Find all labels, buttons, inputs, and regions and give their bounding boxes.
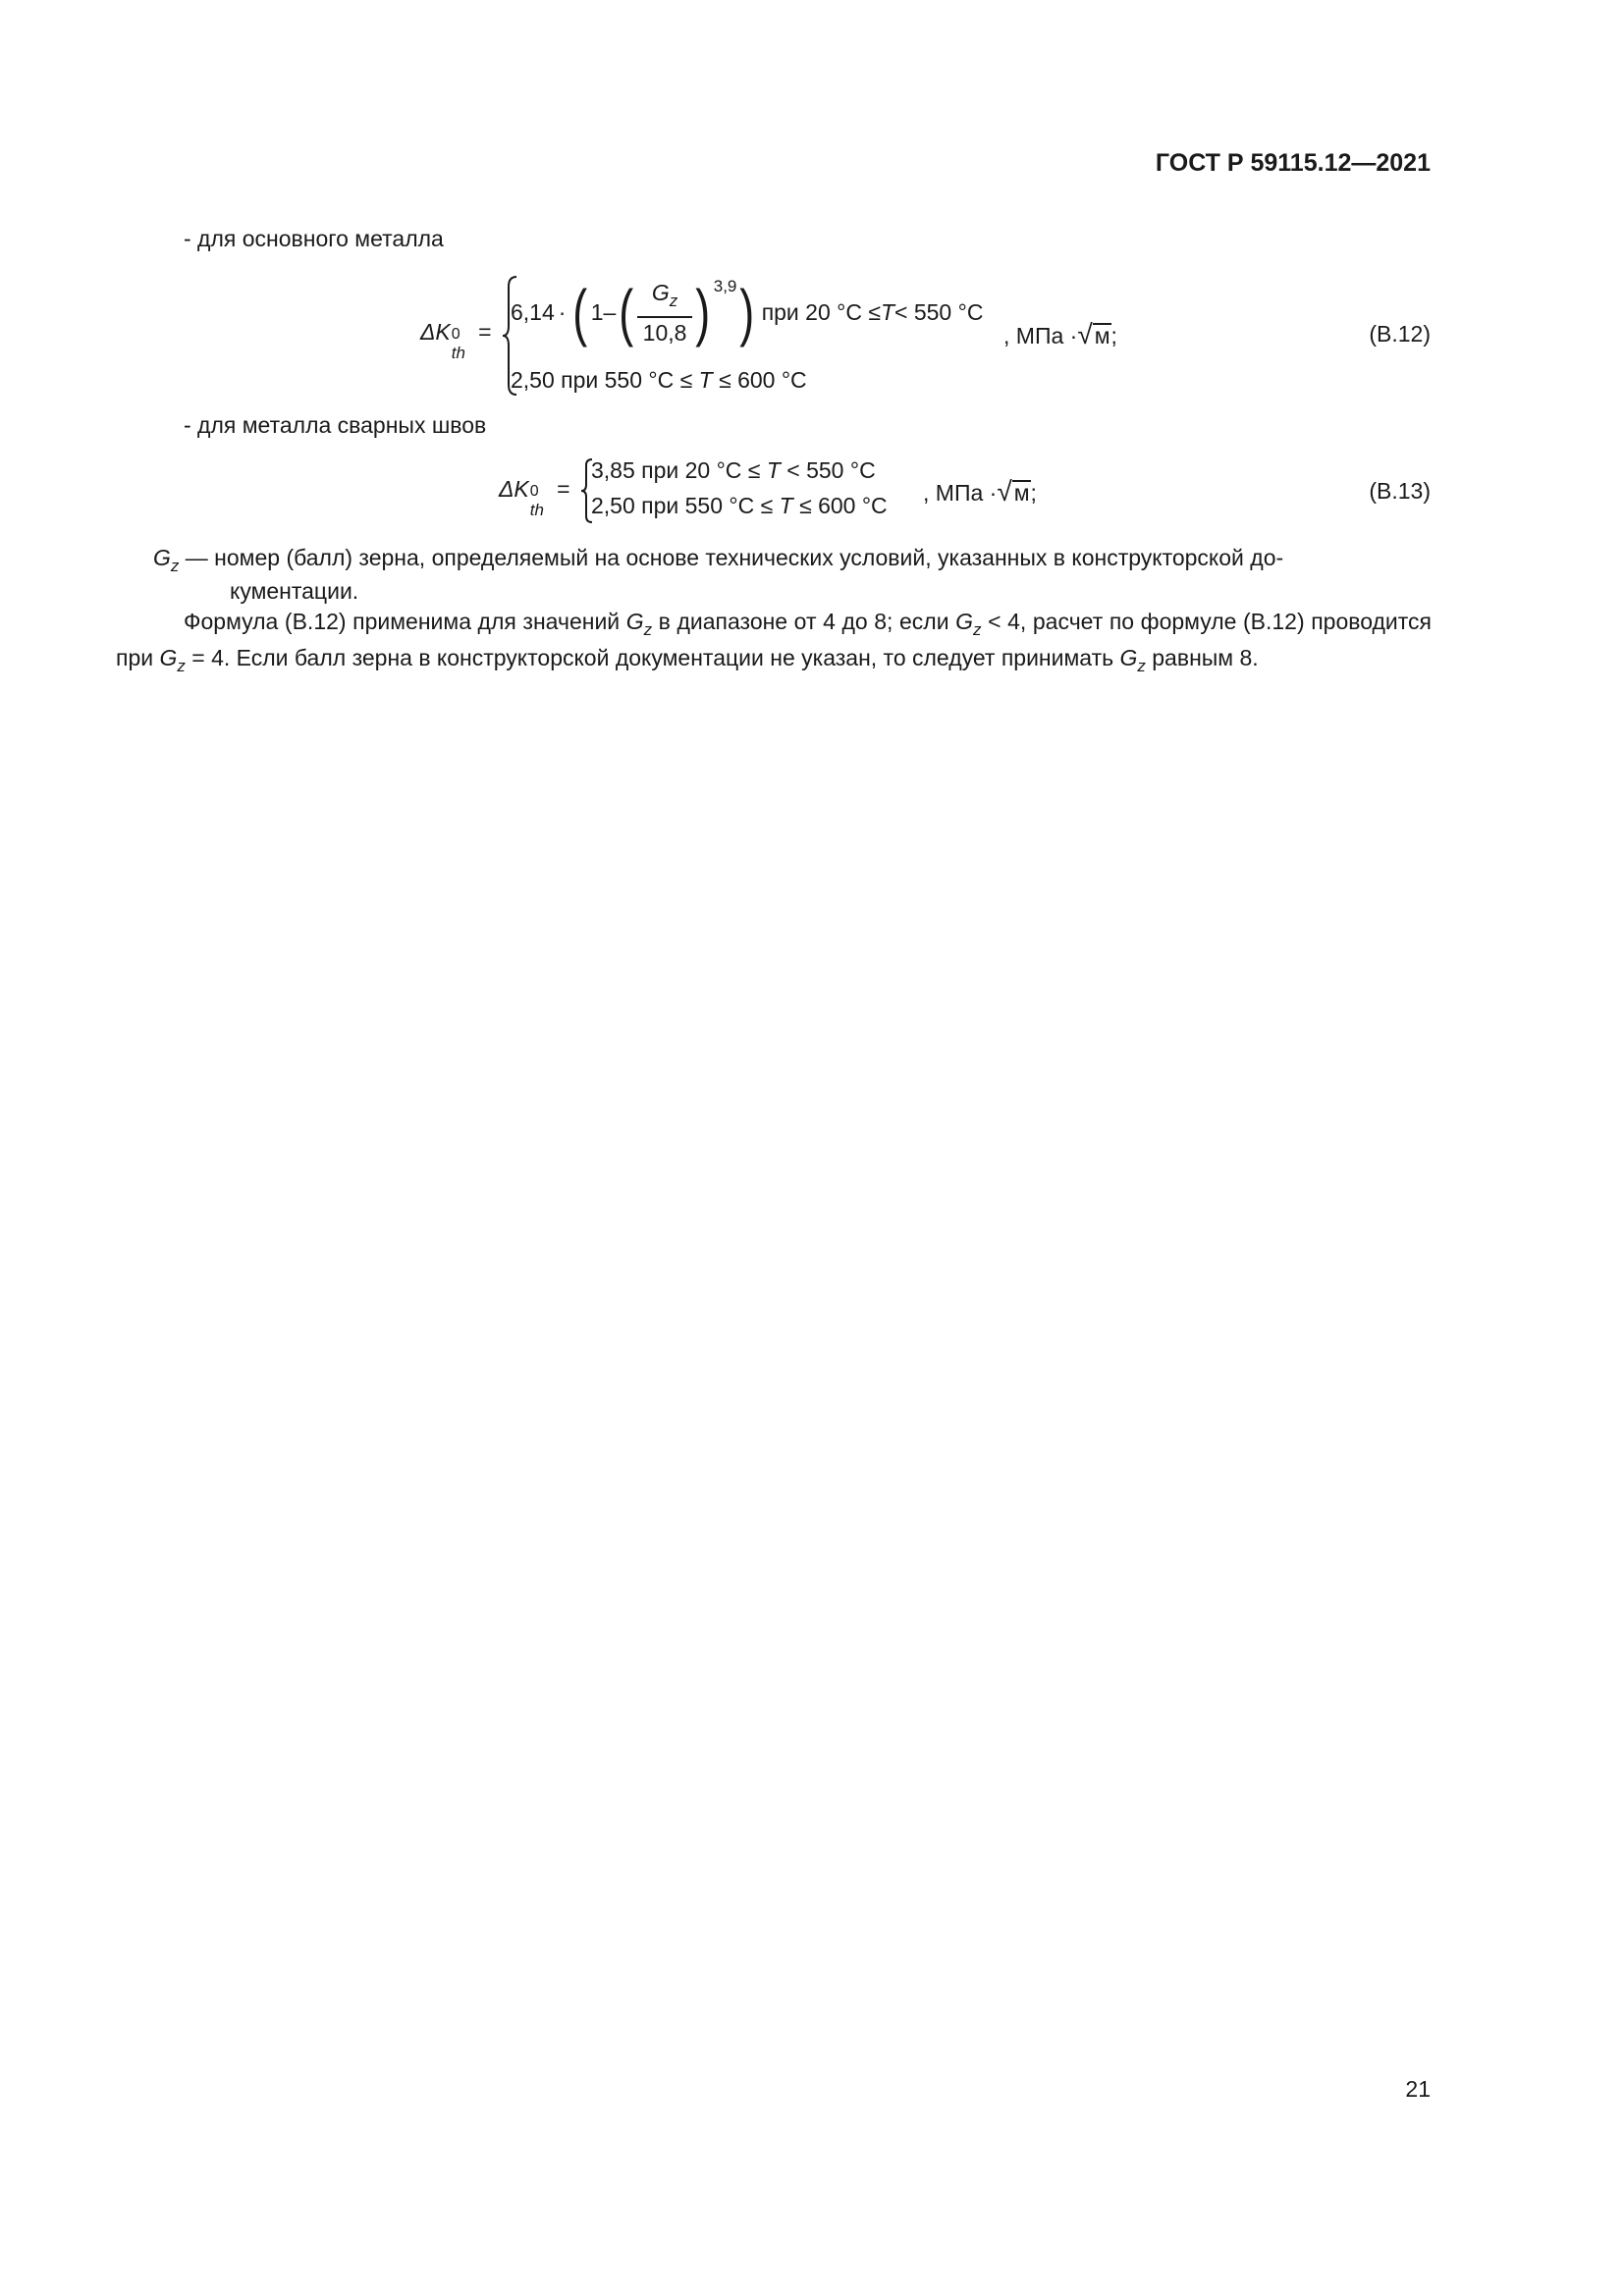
- formula-b13-lhs: [499, 476, 570, 519]
- case1-condition: при 20 °C ≤: [761, 298, 881, 325]
- formula-b12: [420, 273, 1147, 400]
- page-number: 21: [1405, 2076, 1431, 2102]
- formula-b12-number: (В.12): [1369, 321, 1431, 347]
- lhs-sup: 0: [451, 326, 460, 343]
- formula-b13-number: (В.13): [1369, 478, 1431, 504]
- formula-b12-units: , МПа ·√м;: [1003, 319, 1117, 349]
- intro-base-metal: - для основного металла: [184, 226, 444, 251]
- lhs-sub: th: [451, 344, 465, 362]
- lhs-sub: th: [529, 501, 544, 519]
- equals-sign: =: [557, 476, 570, 502]
- exponent: 3,9: [713, 277, 737, 295]
- formula-b12-case2: [511, 367, 807, 394]
- one-minus: 1–: [590, 298, 617, 325]
- case1-condition-end: < 550 °C: [894, 298, 984, 325]
- lhs-symbol: ΔK: [420, 319, 451, 345]
- case2-condition: 2,50 при 550 °C ≤: [511, 367, 699, 393]
- formula-b12-case1: 6,14 · ( 1– ( $\frac{G_z}{10,8}$ ) 3,9 ) при 20 °C ≤ T < 550 °C: [511, 277, 984, 347]
- intro-weld-metal: - для металла сварных швов: [184, 412, 487, 438]
- formula-b13-units: , МПа ·√м;: [923, 476, 1037, 507]
- lhs-sup: 0: [529, 483, 539, 500]
- fraction-gz-10-8: $\frac{G_z}{10,8}$: [637, 278, 693, 347]
- equals-sign: =: [478, 319, 492, 345]
- formula-b13-case2: 2,50 при 550 °C ≤ T ≤ 600 °C: [591, 493, 888, 518]
- paragraph-applicability: Формула (В.12) применима для значений $G_z$ в диапазоне от 4 до 8; если $G_z < 4$, расчет по формуле (В.12) проводится при $G_z = 4$. Если балл зерна в конструкторской документации не указан, то следует принимать $G_z$ равным 8.: [116, 609, 1432, 675]
- case1-coefficient: 6,14: [511, 298, 555, 325]
- formula-b13: [499, 454, 1068, 528]
- formula-b12-lhs: [420, 319, 492, 362]
- lhs-symbol: ΔK: [499, 476, 529, 502]
- case2-condition-end: ≤ 600 °C: [712, 367, 807, 393]
- document-header: ГОСТ Р 59115.12—2021: [1155, 149, 1431, 177]
- definition-gz: $G_z$ — номер (балл) зерна, определяемый на основе технических условий, указанных в конструкторской до- кументации.: [153, 545, 1284, 604]
- variable-t: T: [880, 298, 895, 325]
- formula-b13-case1: 3,85 при 20 °C ≤ T < 550 °C: [591, 457, 876, 483]
- variable-t: T: [698, 367, 713, 393]
